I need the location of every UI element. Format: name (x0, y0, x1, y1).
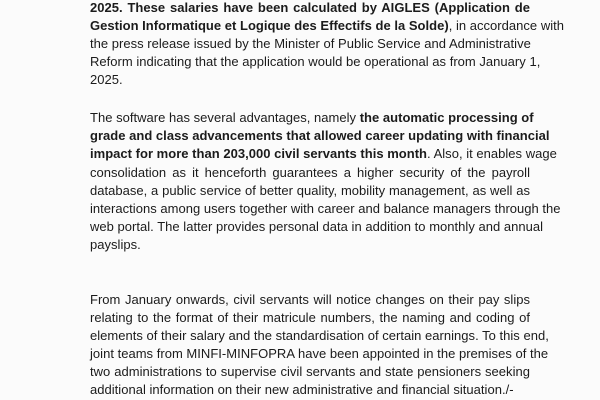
paragraph-2-line-6 (90, 200, 561, 218)
body-text: . Also, it enables wage (427, 146, 557, 161)
paragraph-2-line-5 (90, 182, 530, 200)
body-text: The software has several advantages, namely (90, 110, 360, 125)
bold-text: the automatic processing of (359, 110, 534, 125)
paragraph-3-line-3 (90, 327, 549, 345)
paragraph-3-line-2 (90, 309, 530, 327)
paragraph-1-line-5 (90, 71, 530, 89)
paragraph-2-line-3 (90, 145, 557, 163)
body-text: Reform indicating that the application would be operational as from January 1, (90, 54, 541, 69)
body-text: From January onwards, civil servants will notice changes on their pay slips (90, 292, 530, 307)
paragraph-3-line-6 (90, 381, 530, 399)
body-text: two administrations to supervise civil servants and state pensioners seeking (90, 364, 530, 379)
body-text: elements of their salary and the standardisation of certain earnings. To this end, (90, 328, 549, 343)
body-text: relating to the format of their matricule numbers, the naming and coding of (90, 310, 530, 325)
paragraph-1-line-1 (90, 0, 530, 17)
body-text: the press release issued by the Minister of Public Service and Administrative (90, 36, 531, 51)
paragraph-1-line-4 (90, 53, 541, 71)
body-text: joint teams from MINFI-MINFOPRA have been appointed in the premises of the (90, 346, 549, 361)
body-text: 2025. (90, 72, 123, 87)
paragraph-2-line-2 (90, 127, 550, 145)
paragraph-2-line-1 (90, 109, 534, 127)
paragraph-2-line-8 (90, 236, 530, 254)
bold-text: grade and class advancements that allowed career updating with financial (90, 128, 550, 143)
body-text: database, a public service of better quality, mobility management, as well as (90, 183, 530, 198)
bold-text: impact for more than 203,000 civil servants this month (90, 146, 428, 161)
paragraph-1-line-2 (90, 17, 565, 35)
bold-text: Gestion Informatique et Logique des Effectifs de la Solde) (90, 18, 449, 33)
paragraph-2-line-4 (90, 164, 530, 182)
body-text: payslips. (90, 237, 141, 252)
body-text: interactions among users together with career and balance managers through the (90, 201, 561, 216)
body-text: additional information on their new administrative and financial situation./- (90, 382, 514, 397)
body-text: web portal. The latter provides personal data in addition to monthly and annual (90, 219, 544, 234)
body-text: consolidation as it henceforth guarantees a higher security of the payroll (90, 165, 530, 180)
body-text: , in accordance with (448, 18, 565, 33)
paragraph-2-line-7 (90, 218, 544, 236)
paragraph-3-line-1 (90, 291, 530, 309)
paragraph-3-line-4 (90, 345, 549, 363)
bold-text: 2025. These salaries have been calculated by AIGLES (Application de (90, 0, 530, 15)
paragraph-1-line-3 (90, 35, 530, 53)
paragraph-3-line-5 (90, 363, 530, 381)
